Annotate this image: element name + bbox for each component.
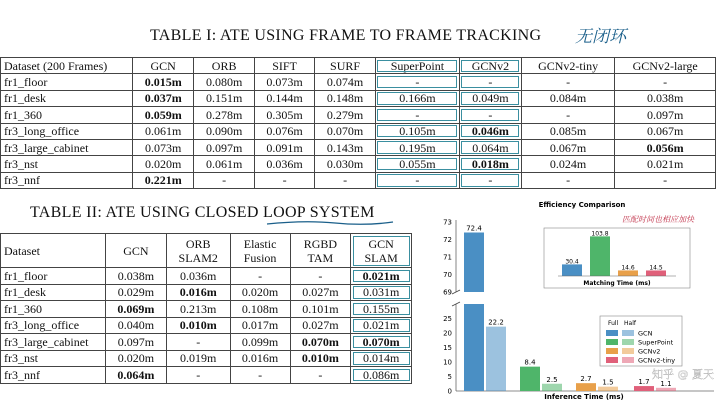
table1-value-cell: - (375, 172, 459, 188)
table2-value-cell: 0.038m (106, 268, 167, 285)
y-tick-label: 72 (443, 236, 452, 244)
inset-bar-label: 14.5 (649, 264, 663, 272)
table2-value-cell: - (290, 268, 351, 285)
table2 (0, 233, 412, 384)
inset-x-label: Matching Time (ms) (583, 280, 651, 287)
y-tick-label: 20 (443, 329, 452, 338)
table1-value-cell: 0.015m (133, 74, 194, 90)
table1-dataset-cell: fr3_nst (1, 156, 133, 172)
table2-value-cell: 0.020m (106, 350, 167, 367)
table1-col-gcnv2-large: GCNv2-large (615, 58, 716, 74)
legend-swatch-full (606, 330, 618, 336)
bar-full-gcn (464, 304, 484, 391)
table1-handwritten-note: 无闭环 (575, 27, 626, 47)
table1-value-cell: - (315, 172, 375, 188)
bar-data-label: 2.5 (546, 375, 558, 384)
table1-row (1, 172, 716, 188)
inset-bar-label: 30.4 (565, 258, 579, 266)
y-tick-label: 0 (447, 387, 452, 396)
table2-value-cell: 0.086m (351, 367, 412, 384)
table1-col-superpoint: SuperPoint (375, 58, 459, 74)
table1-value-cell: - (521, 172, 614, 188)
legend-entry: GCN (638, 329, 653, 338)
table1-row (1, 107, 716, 123)
table1-col-gcnv2-tiny: GCNv2-tiny (521, 58, 614, 74)
table1-value-cell: 0.151m (194, 90, 254, 106)
y-tick-label: 5 (447, 373, 452, 381)
table2-value-cell: 0.021m (351, 268, 412, 285)
legend-entry: GCNv2-tiny (638, 356, 676, 365)
table2-col-gcn-slam: GCN SLAM (351, 234, 412, 268)
table2-value-cell: 0.017m (230, 317, 290, 334)
y-tick-label: 15 (443, 344, 452, 352)
table1-value-cell: 0.144m (254, 90, 314, 106)
table2-value-cell: 0.099m (230, 334, 290, 351)
table1-col-dataset: Dataset (200 Frames) (1, 58, 133, 74)
table2-value-cell: 0.027m (290, 284, 351, 301)
bar-full-gcn-top (464, 233, 484, 293)
table2-value-cell: 0.029m (106, 284, 167, 301)
table1-value-cell: - (521, 107, 614, 123)
table1-dataset-cell: fr3_large_cabinet (1, 139, 133, 155)
bar-half-superpoint (542, 384, 562, 391)
legend-swatch-full (606, 339, 618, 345)
bar-data-label: 22.2 (488, 318, 504, 327)
watermark: 知乎 @ 夏天 (652, 368, 714, 381)
table2-value-cell: 0.213m (166, 301, 230, 318)
table1-value-cell: 0.073m (254, 74, 314, 90)
table1-col-gcn: GCN (133, 58, 194, 74)
legend-swatch-full (606, 348, 618, 354)
bar-full-gcnv2-tiny (634, 386, 654, 391)
table2-value-cell: 0.010m (166, 317, 230, 334)
table1-value-cell: 0.073m (133, 139, 194, 155)
table1-value-cell: 0.020m (133, 156, 194, 172)
table1-value-cell: 0.059m (133, 107, 194, 123)
y-tick-label: 73 (443, 218, 452, 227)
table1-value-cell: 0.279m (315, 107, 375, 123)
table1-value-cell: 0.046m (459, 123, 521, 139)
y-tick-label: 10 (443, 358, 452, 367)
x-axis-label: Inference Time (ms) (544, 393, 624, 401)
table1-value-cell: 0.085m (521, 123, 614, 139)
legend-swatch-half (622, 348, 634, 354)
table2-col-rgbd-tam: RGBD TAM (290, 234, 351, 268)
table1-dataset-cell: fr1_360 (1, 107, 133, 123)
table1-dataset-cell: fr1_desk (1, 90, 133, 106)
table2-dataset-cell: fr1_desk (1, 284, 106, 301)
legend-swatch-half (622, 357, 634, 363)
table1-row (1, 74, 716, 90)
table2-value-cell: 0.070m (351, 334, 412, 351)
bar-data-label: 8.4 (524, 358, 536, 367)
table2-value-cell: 0.014m (351, 350, 412, 367)
table2-value-cell: - (166, 334, 230, 351)
table2-dataset-cell: fr3_nst (1, 350, 106, 367)
table1-value-cell: - (194, 172, 254, 188)
table1 (0, 57, 716, 189)
table1-value-cell: 0.055m (375, 156, 459, 172)
y-tick-label: 69 (443, 288, 452, 297)
inset-bar (562, 264, 582, 276)
table2-value-cell: 0.016m (230, 350, 290, 367)
table1-value-cell: 0.021m (615, 156, 716, 172)
table2-header-row (1, 234, 412, 268)
table1-value-cell: 0.067m (521, 139, 614, 155)
table2-dataset-cell: fr1_360 (1, 301, 106, 318)
table2-value-cell: - (290, 367, 351, 384)
table2-value-cell: 0.108m (230, 301, 290, 318)
legend-swatch-half (622, 339, 634, 345)
table1-value-cell: 0.097m (615, 107, 716, 123)
bar-data-label: 1.7 (638, 378, 650, 387)
table2-dataset-cell: fr3_long_office (1, 317, 106, 334)
table1-value-cell: - (521, 74, 614, 90)
chart-title: Efficiency Comparison (538, 201, 626, 209)
legend-entry: GCNv2 (638, 347, 661, 356)
table2-value-cell: 0.020m (230, 284, 290, 301)
inset-bar-label: 14.6 (621, 264, 635, 272)
table2-value-cell: - (166, 367, 230, 384)
table1-row (1, 139, 716, 155)
table1-value-cell: 0.105m (375, 123, 459, 139)
table2-dataset-cell: fr1_floor (1, 268, 106, 285)
table1-value-cell: 0.064m (459, 139, 521, 155)
bar-data-label: 72.4 (466, 224, 482, 233)
table1-value-cell: 0.038m (615, 90, 716, 106)
table2-dataset-cell: fr3_large_cabinet (1, 334, 106, 351)
bar-half-gcnv2 (598, 387, 618, 391)
table1-value-cell: 0.148m (315, 90, 375, 106)
table1-value-cell: 0.070m (315, 123, 375, 139)
table1-value-cell: - (459, 107, 521, 123)
table1-value-cell: 0.018m (459, 156, 521, 172)
table2-col-orb-slam2: ORB SLAM2 (166, 234, 230, 268)
table2-value-cell: 0.069m (106, 301, 167, 318)
table2-value-cell: - (230, 367, 290, 384)
table1-title: TABLE I: ATE USING FRAME TO FRAME TRACKING (150, 27, 542, 44)
table1-col-surf: SURF (315, 58, 375, 74)
table2-value-cell: 0.097m (106, 334, 167, 351)
table1-value-cell: 0.143m (315, 139, 375, 155)
table1-value-cell: 0.305m (254, 107, 314, 123)
table2-value-cell: 0.040m (106, 317, 167, 334)
table1-value-cell: 0.084m (521, 90, 614, 106)
legend-entry: SuperPoint (638, 338, 674, 347)
table2-value-cell: 0.019m (166, 350, 230, 367)
legend-swatch-half (622, 330, 634, 336)
table1-value-cell: - (254, 172, 314, 188)
table1-value-cell: - (375, 107, 459, 123)
table1-value-cell: 0.030m (315, 156, 375, 172)
table2-value-cell: 0.016m (166, 284, 230, 301)
table1-value-cell: 0.056m (615, 139, 716, 155)
table2-value-cell: 0.010m (290, 350, 351, 367)
table1-value-cell: 0.067m (615, 123, 716, 139)
table1-value-cell: 0.090m (194, 123, 254, 139)
table2-value-cell: 0.027m (290, 317, 351, 334)
inset-bar (590, 236, 610, 276)
table2-title: TABLE II: ATE USING CLOSED LOOP SYSTEM (30, 204, 375, 221)
table1-header-row (1, 58, 716, 74)
table2-dataset-cell: fr3_nnf (1, 367, 106, 384)
table1-value-cell: 0.278m (194, 107, 254, 123)
table1-value-cell: - (615, 74, 716, 90)
table1-row (1, 156, 716, 172)
table1-value-cell: - (459, 74, 521, 90)
y-tick-label: 70 (443, 271, 452, 279)
table2-row (1, 367, 412, 384)
efficiency-chart (432, 200, 720, 401)
table1-value-cell: 0.037m (133, 90, 194, 106)
table1-value-cell: 0.024m (521, 156, 614, 172)
legend-header-half: Half (624, 320, 636, 327)
table2-row (1, 268, 412, 285)
table2-row (1, 301, 412, 318)
table2-col-elastic-fusion: Elastic Fusion (230, 234, 290, 268)
chart-svg (432, 200, 720, 401)
bar-data-label: 1.5 (602, 378, 614, 387)
table1-value-cell: 0.091m (254, 139, 314, 155)
table1-col-orb: ORB (194, 58, 254, 74)
bar-data-label: 2.7 (580, 375, 592, 384)
table1-value-cell: 0.221m (133, 172, 194, 188)
table1-dataset-cell: fr3_long_office (1, 123, 133, 139)
table2-value-cell: 0.070m (290, 334, 351, 351)
table1-value-cell: 0.166m (375, 90, 459, 106)
table2-col-dataset: Dataset (1, 234, 106, 268)
table2-value-cell: 0.101m (290, 301, 351, 318)
table1-value-cell: 0.061m (194, 156, 254, 172)
table1-dataset-cell: fr1_floor (1, 74, 133, 90)
y-tick-label: 71 (443, 253, 452, 262)
bar-full-gcnv2 (576, 383, 596, 391)
table1-col-gcnv2: GCNv2 (459, 58, 521, 74)
table1-value-cell: 0.061m (133, 123, 194, 139)
bar-half-gcn (486, 327, 506, 391)
table1-value-cell: - (375, 74, 459, 90)
table2-value-cell: 0.031m (351, 284, 412, 301)
table1-dataset-cell: fr3_nnf (1, 172, 133, 188)
table2-value-cell: 0.036m (166, 268, 230, 285)
table2-row (1, 334, 412, 351)
table1-value-cell: - (615, 172, 716, 188)
table2-row (1, 317, 412, 334)
table2-col-gcn: GCN (106, 234, 167, 268)
inset-handwritten-note: 匹配时间也相应加快 (622, 215, 694, 224)
table1-row (1, 123, 716, 139)
legend-header-full: Full (608, 320, 619, 327)
table1-value-cell: - (459, 172, 521, 188)
table1-row (1, 90, 716, 106)
table1-value-cell: 0.076m (254, 123, 314, 139)
table2-value-cell: - (230, 268, 290, 285)
table1-value-cell: 0.195m (375, 139, 459, 155)
bar-half-gcnv2-tiny (656, 388, 676, 391)
table2-value-cell: 0.021m (351, 317, 412, 334)
bar-data-label: 1.1 (660, 379, 672, 388)
bar-full-superpoint (520, 367, 540, 391)
legend-swatch-full (606, 357, 618, 363)
table1-value-cell: 0.080m (194, 74, 254, 90)
table2-value-cell: 0.155m (351, 301, 412, 318)
y-tick-label: 25 (443, 315, 452, 323)
table1-value-cell: 0.074m (315, 74, 375, 90)
table1-value-cell: 0.036m (254, 156, 314, 172)
table2-row (1, 284, 412, 301)
table1-value-cell: 0.097m (194, 139, 254, 155)
table2-row (1, 350, 412, 367)
table1-value-cell: 0.049m (459, 90, 521, 106)
inset-bar-label: 103.8 (591, 230, 609, 238)
table1-col-sift: SIFT (254, 58, 314, 74)
table2-value-cell: 0.064m (106, 367, 167, 384)
handwritten-underline (265, 219, 395, 227)
